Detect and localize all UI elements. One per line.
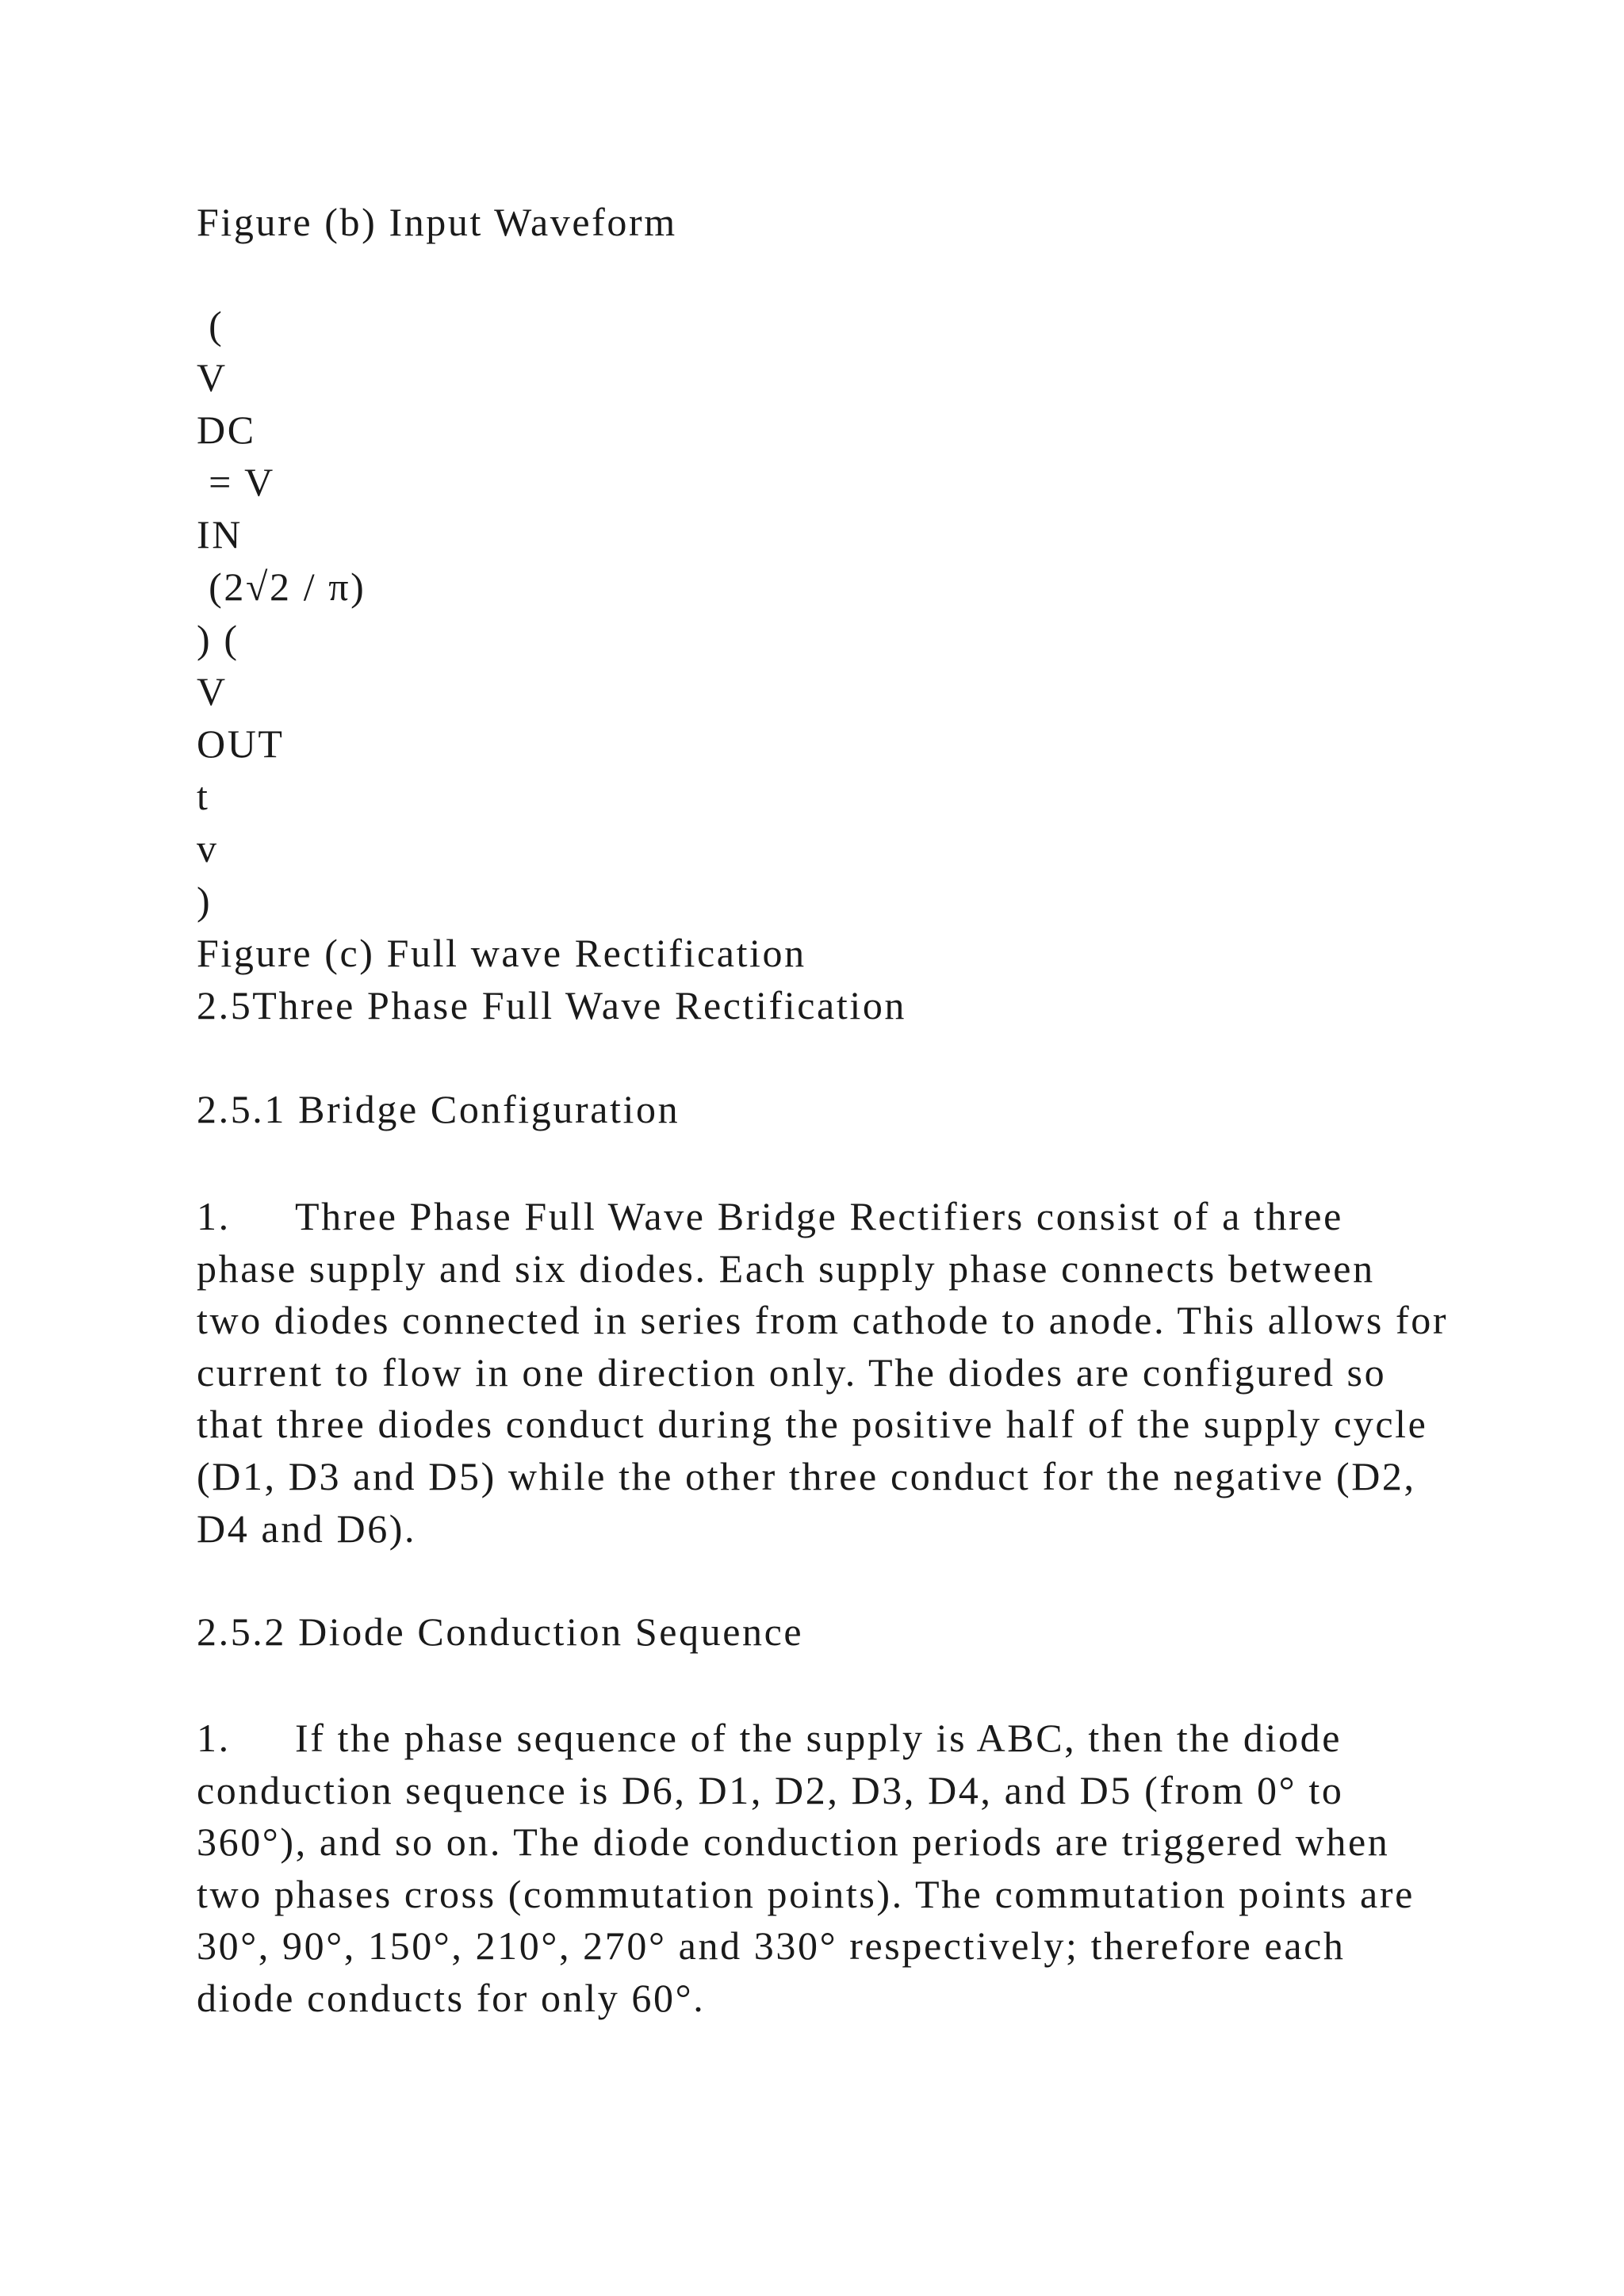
formula-fragment: (2√2 / π) [197, 564, 366, 609]
section-heading: 2.5Three Phase Full Wave Rectification [197, 983, 907, 1027]
numbered-paragraph [197, 1191, 1450, 1555]
formula-fragment: ) ( [197, 617, 239, 661]
paragraph-text: Three Phase Full Wave Bridge Rectifiers consist of a three phase supply and six diodes. Each supply phase connects between two diodes connected in series from cathode to anode. This allows for current to flow in one direction only. The diodes are configured so that three diodes conduct during the positive half of the supply cycle (D1, D3 and D5) while the other three conduct for the negative (D2, D4 and D6). [197, 1194, 1449, 1551]
formula-fragment: DC [197, 408, 256, 452]
formula-fragment: ) [197, 878, 213, 923]
formula-fragment: ( [197, 303, 224, 347]
subsection-heading: 2.5.1 Bridge Configuration [197, 1087, 680, 1131]
formula-fragment: = V [197, 460, 275, 504]
numbered-paragraph [197, 1712, 1450, 2025]
formula-fragment: IN [197, 512, 243, 557]
formula-fragment: OUT [197, 721, 285, 766]
subsection-heading: 2.5.2 Diode Conduction Sequence [197, 1609, 804, 1654]
figure-b-caption: Figure (b) Input Waveform [197, 200, 677, 244]
paragraph-text: If the phase sequence of the supply is ABC, then the diode conduction sequence is D6, D1, D2, D3, D4, and D5 (from 0° to 360°), and so on. The diode conduction periods are triggered when two phases cross (commutation points). The commutation points are 30°, 90°, 150°, 210°, 270° and 330° respectively; therefore each diode conducts for only 60°. [197, 1716, 1415, 2020]
formula-fragment: V [197, 669, 228, 714]
item-number: 1. [197, 1194, 231, 1238]
formula-fragment: t [197, 774, 210, 818]
item-number: 1. [197, 1716, 231, 1760]
formula-fragment: V [197, 355, 228, 400]
figure-c-caption: Figure (c) Full wave Rectification [197, 931, 806, 975]
formula-fragment: v [197, 826, 219, 871]
